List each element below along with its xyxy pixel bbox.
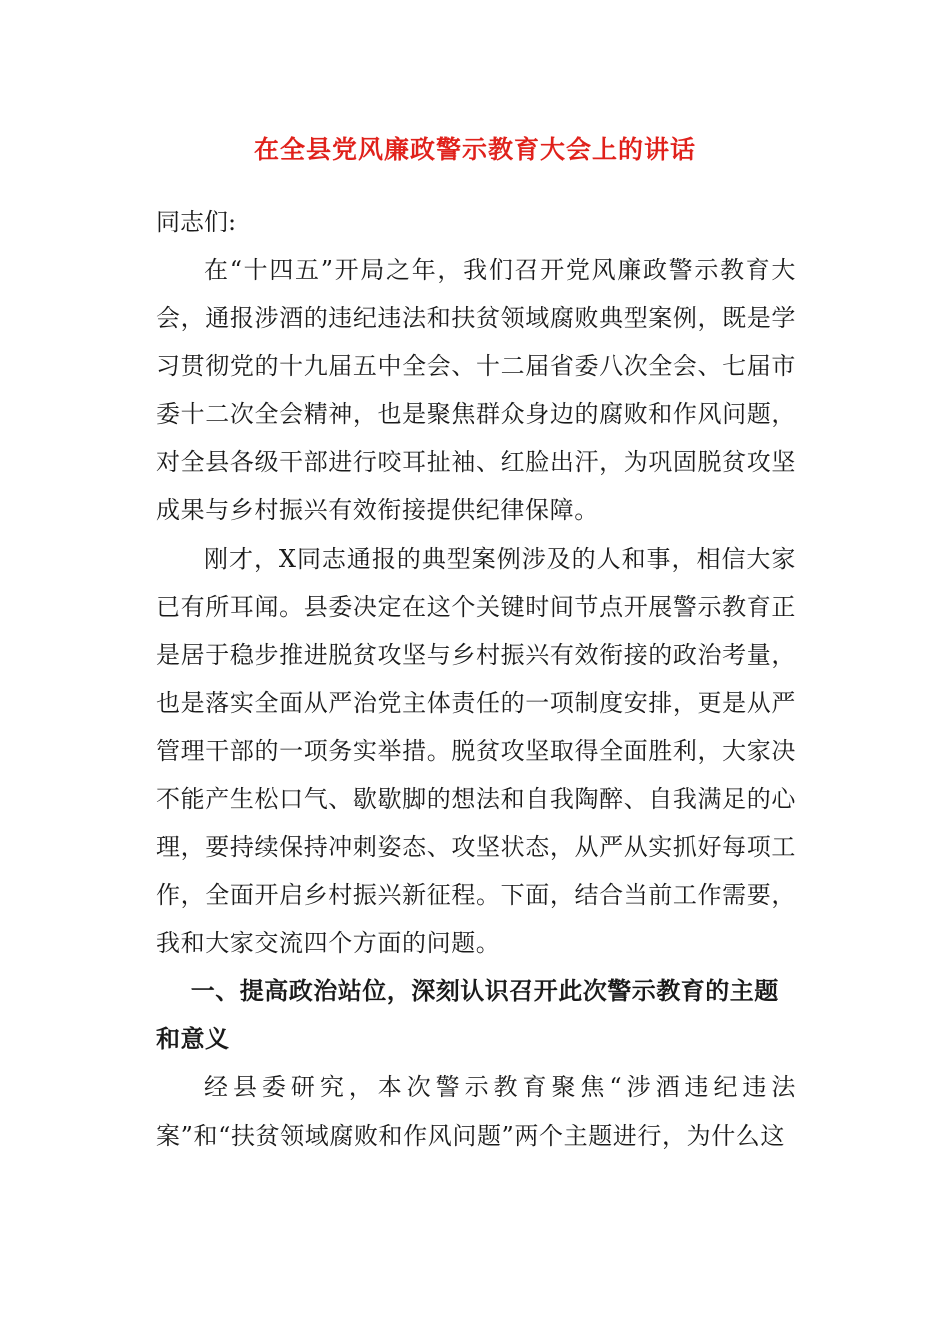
paragraph-2: 刚才，X同志通报的典型案例涉及的人和事，相信大家已有所耳闻。县委决定在这个关键时间节点开展警示教育正是居于稳步推进脱贫攻坚与乡村振兴有效衔接的政治考量，也是落实全面从严治党主体责任的一项制度安排，更是从严管理干部的一项务实举措。脱贫攻坚取得全面胜利，大家决不能产生松口气、歇歇脚的想法和自我陶醉、自我满足的心理，要持续保持冲刺姿态、攻坚状态，从严从实抓好每项工作，全面开启乡村振兴新征程。下面，结合当前工作需要，我和大家交流四个方面的问题。 xyxy=(156,544,796,958)
document-body xyxy=(156,198,796,1160)
document-title: 在全县党风廉政警示教育大会上的讲话 xyxy=(253,135,696,164)
salutation: 同志们: xyxy=(156,208,237,236)
section-heading: 一、提高政治站位，深刻认识召开此次警示教育的主题和意义 xyxy=(156,977,779,1054)
paragraph-1: 在“十四五”开局之年，我们召开党风廉政警示教育大会，通报涉酒的违纪违法和扶贫领域腐败典型案例，既是学习贯彻党的十九届五中全会、十二届省委八次全会、七届市委十二次全会精神，也是聚焦群众身边的腐败和作风问题，对全县各级干部进行咬耳扯袖、红脸出汗，为巩固脱贫攻坚成果与乡村振兴有效衔接提供纪律保障。 xyxy=(156,256,796,525)
section-paragraph: 经县委研究，本次警示教育聚焦“涉酒违纪违法案”和“扶贫领域腐败和作风问题”两个主题进行，为什么这 xyxy=(156,1073,796,1150)
